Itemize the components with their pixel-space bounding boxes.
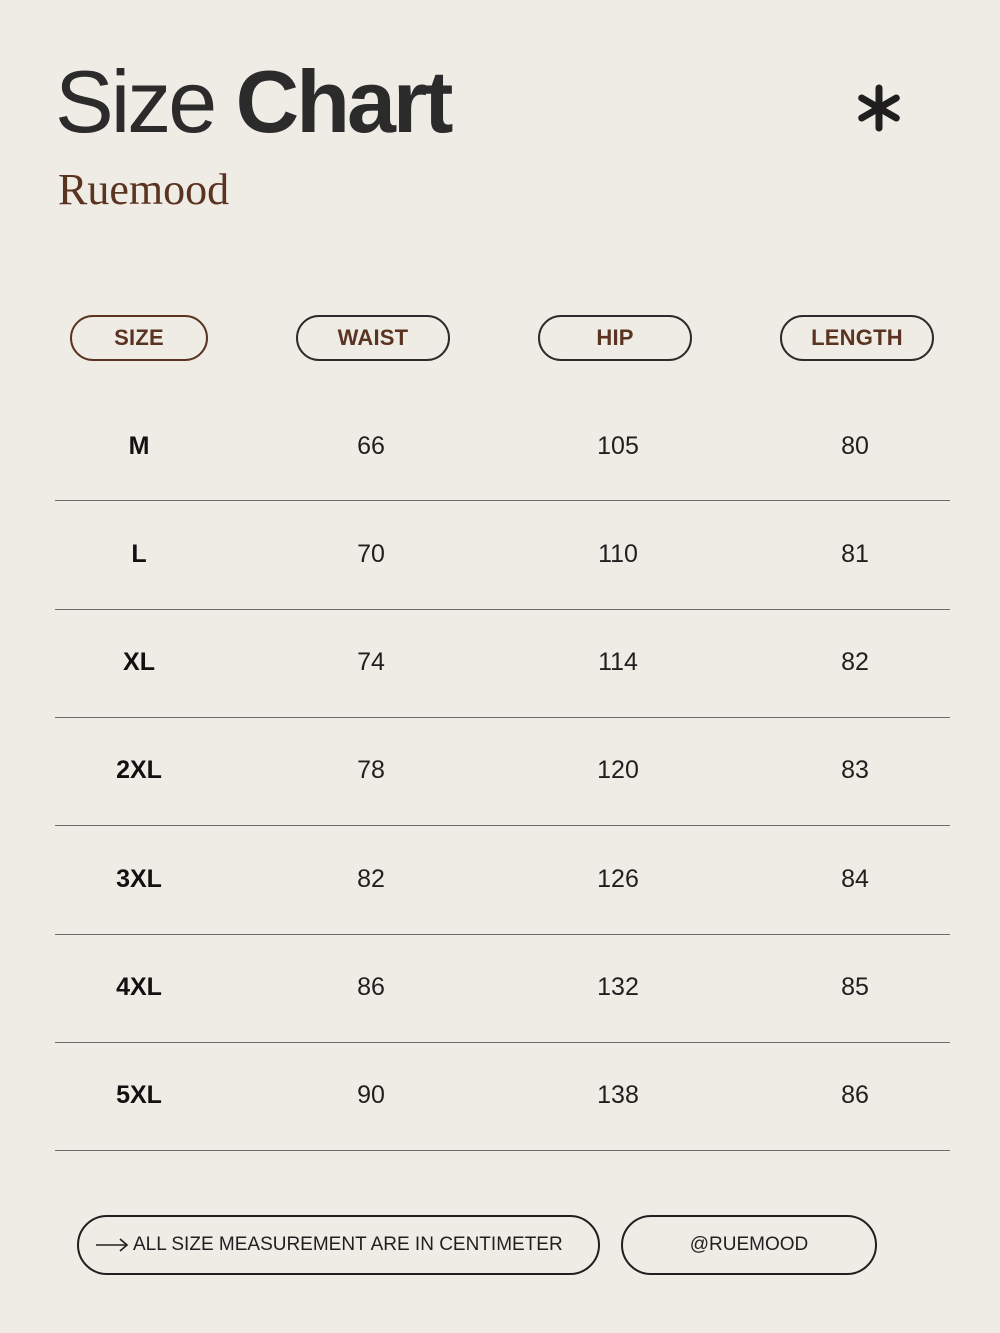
- table-row: [55, 609, 950, 717]
- cell-waist: 70: [357, 539, 385, 568]
- cell-waist: 86: [357, 973, 385, 1001]
- table-row: [55, 392, 950, 500]
- cell-size: XL: [123, 648, 155, 677]
- title-chart-word: Chart: [235, 52, 451, 151]
- page-title: [55, 52, 450, 152]
- cell-hip: 105: [597, 431, 639, 460]
- cell-hip: 138: [597, 1081, 639, 1110]
- social-handle: [621, 1215, 877, 1275]
- cell-length: 86: [841, 1081, 869, 1110]
- column-header-length: LENGTH: [780, 315, 934, 361]
- table-row: [55, 1042, 950, 1150]
- table-row: [55, 934, 950, 1042]
- cell-size: 5XL: [116, 1081, 162, 1110]
- arrow-right-icon: [95, 1238, 129, 1252]
- cell-size: L: [131, 539, 147, 568]
- cell-hip: 126: [597, 864, 639, 893]
- column-header-hip: HIP: [538, 315, 692, 361]
- asterisk-icon: [853, 82, 905, 134]
- cell-length: 80: [841, 431, 869, 460]
- cell-length: 82: [841, 648, 869, 677]
- table-row: [55, 825, 950, 933]
- cell-size: 2XL: [116, 756, 162, 785]
- cell-waist: 82: [357, 864, 385, 893]
- cell-waist: 74: [357, 648, 385, 677]
- cell-hip: 114: [598, 648, 638, 677]
- column-header-waist: WAIST: [296, 315, 450, 361]
- column-header-size: SIZE: [70, 315, 208, 361]
- cell-length: 84: [841, 864, 869, 893]
- measurement-note: [77, 1215, 600, 1275]
- cell-length: 85: [841, 973, 869, 1001]
- cell-waist: 90: [357, 1081, 385, 1110]
- row-divider: [55, 1150, 950, 1151]
- measurement-note-text: ALL SIZE MEASUREMENT ARE IN CENTIMETER: [133, 1234, 563, 1255]
- cell-length: 83: [841, 756, 869, 785]
- title-size-word: Size: [55, 52, 236, 151]
- cell-hip: 132: [597, 973, 639, 1001]
- brand-name: Ruemood: [58, 165, 230, 214]
- cell-size: 3XL: [116, 864, 162, 893]
- table-row: [55, 717, 950, 825]
- cell-size: M: [128, 431, 150, 460]
- cell-hip: 110: [598, 539, 638, 568]
- cell-waist: 66: [357, 431, 385, 460]
- table-row: [55, 500, 950, 608]
- cell-hip: 120: [597, 756, 639, 785]
- social-handle-text: @RUEMOOD: [689, 1234, 809, 1255]
- cell-waist: 78: [357, 756, 385, 785]
- cell-length: 81: [841, 539, 869, 568]
- cell-size: 4XL: [116, 973, 162, 1001]
